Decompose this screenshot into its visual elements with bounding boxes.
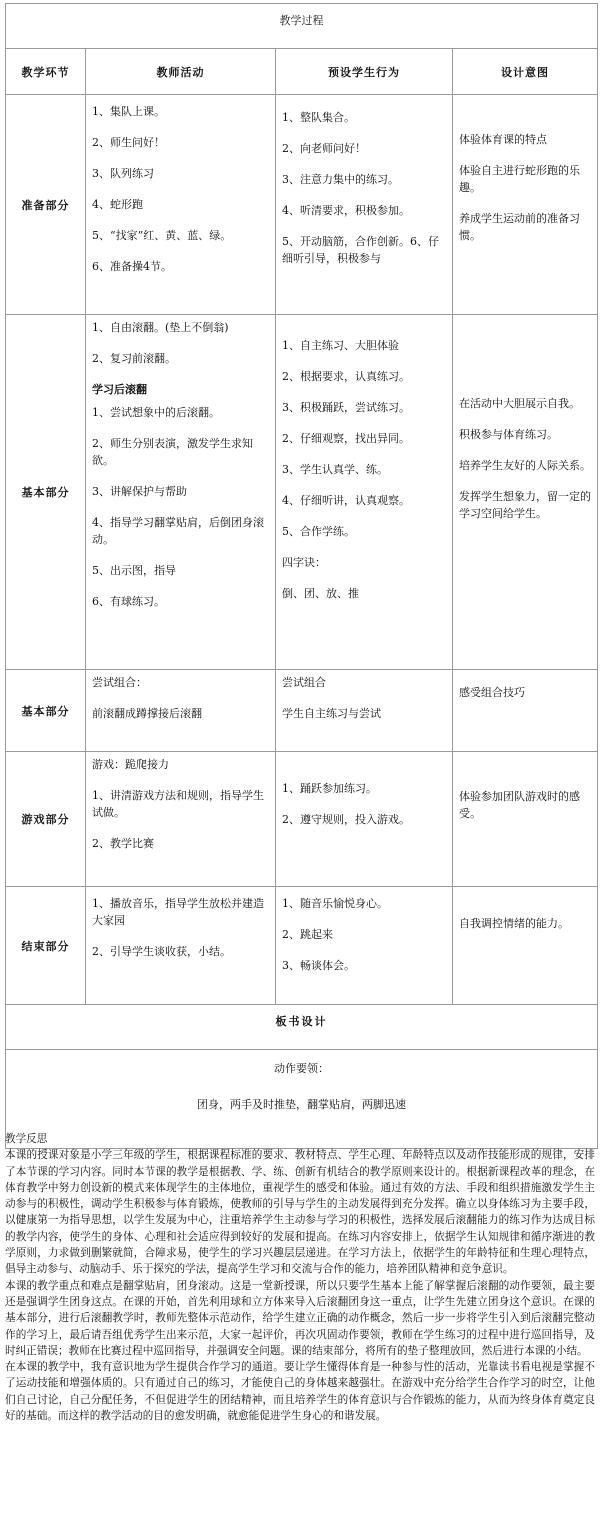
student-item: 2、根据要求，认真练习。	[282, 370, 410, 383]
header-row	[6, 49, 598, 95]
teacher-activity-cell	[86, 887, 276, 1005]
table-row	[6, 752, 598, 887]
stage-label: 结束部分	[6, 887, 86, 1005]
table-row	[6, 887, 598, 1005]
student-item: 1、踊跃参加练习。	[282, 782, 377, 795]
student-item: 尝试组合	[282, 676, 326, 689]
teacher-item: 4、指导学习翻掌贴肩，后倒团身滚动。	[92, 516, 264, 546]
design-intent-cell	[453, 670, 598, 752]
stage-label: 游戏部分	[6, 752, 86, 887]
stage-label: 基本部分	[6, 315, 86, 670]
teacher-item: 6、准备操4节。	[92, 260, 172, 273]
student-behavior-cell	[276, 887, 453, 1005]
teacher-item: 3、队列练习	[92, 167, 154, 180]
student-behavior-cell	[276, 95, 453, 315]
table-row	[6, 95, 598, 315]
header-teacher: 教师活动	[86, 49, 276, 95]
table-row	[6, 315, 598, 670]
student-item: 1、随音乐愉悦身心。	[282, 897, 388, 910]
reflection-paragraph: 本课的授课对象是小学三年级的学生，根据课程标准的要求、教材特点、学生心理、年龄特点以及动作技能形成的规律，安排了本节课的学习内容。同时本节课的教学是根据教、学、练、创新有机结合的教学原则来设计的。根据新课程改革的理念，在体育教学中努力创设新的模式来体现学生的主体地位，重视学生的感受和体验。通过有效的方法、手段和组织措施激发学生主动参与的积极性，调动学生积极参与体育锻炼，使教师的引导与学生的主动发展得到充分发挥。确立以身体练习为主要手段，以健康第一为指导思想，以学生发展为中心，注重培养学生主动参与学习的积极性，选择发展后滚翻能力的练习作为达成目标的教学内容，使学生的身体、心理和社会适应得到较好的发展和提高。在练习内容安排上，依据学生认知规律和循序渐进的教学原则，力求做到删繁就简，合障求易，使学生的学习兴趣层层递进。在学习方法上，依据学生的年龄特征和生理心理特点，倡导主动参与、动脑动手、乐于探究的学法，提高学生学习和交流与合作的能力，培养团队精神和竞争意识。	[5, 1149, 595, 1276]
intent-item: 养成学生运动前的准备习惯。	[459, 212, 580, 242]
lesson-plan-table	[5, 3, 598, 1149]
teacher-item: 1、播放音乐，指导学生放松并建造大家园	[92, 897, 264, 927]
teacher-item: 2、复习前滚翻。	[92, 352, 176, 365]
teacher-item: 4、蛇形跑	[92, 198, 143, 211]
student-item: 1、自主练习、大胆体验	[282, 339, 399, 352]
header-stage: 教学环节	[6, 49, 86, 95]
student-item: 3、学生认真学、练。	[282, 463, 388, 476]
student-item: 2、向老师问好！	[282, 142, 366, 155]
teacher-item: 2、师生分别表演，激发学生求知欲。	[92, 437, 253, 467]
teacher-item: 游戏：跪爬接力	[92, 758, 169, 771]
stage-label: 基本部分	[6, 670, 86, 752]
reflection-paragraph: 在本课的教学中，我有意识地为学生提供合作学习的通道。要让学生懂得体育是一种参与性的活动，光靠读书看电视是掌握不了运动技能和增强体质的。只有通过自己的练习，才能使自己的身体越来越强壮。在游戏中充分给学生合作学习的时空，让他们自己讨论，自己分配任务，不但促进学生的团结精神，而且培养学生的体育意识与合作锻炼的能力，从而为终身体育奠定良好的基础。而这样的教学活动的目的愈发明确，就愈能促进学生身心的和谐发展。	[5, 1361, 595, 1423]
header-student: 预设学生行为	[276, 49, 453, 95]
teacher-item: 2、引导学生谈收获，小结。	[92, 945, 231, 958]
intent-item: 积极参与体育练习。	[459, 428, 558, 441]
student-item: 倒、团、放、推	[282, 587, 359, 600]
student-item: 4、听清要求，积极参加。	[282, 204, 410, 217]
intent-item: 自我调控情绪的能力。	[459, 917, 569, 930]
student-item: 2、仔细观察，找出异同。	[282, 432, 410, 445]
reflection-heading: 教学反思	[5, 1133, 48, 1145]
teaching-reflection	[5, 1131, 595, 1424]
teacher-item: 5、出示图，指导	[92, 564, 176, 577]
teacher-item: 尝试组合：	[92, 676, 147, 689]
teacher-item: 前滚翻成蹲撑接后滚翻	[92, 707, 202, 720]
design-intent-cell	[453, 752, 598, 887]
student-item: 2、遵守规则，投入游戏。	[282, 813, 410, 826]
student-item: 学生自主练习与尝试	[282, 707, 381, 720]
student-behavior-cell	[276, 315, 453, 670]
teacher-item: 2、师生问好！	[92, 136, 165, 149]
intent-item: 体验体育课的特点	[459, 133, 547, 146]
teacher-item: 6、有球练习。	[92, 595, 165, 608]
board-line-key-points: 动作要领：	[274, 1062, 329, 1075]
reflection-paragraph: 本课的教学重点和难点是翻掌贴肩，团身滚动。这是一堂新授课，所以只要学生基本上能了解掌握后滚翻的动作要领，最主要还是强调学生团身这点。在课的开始，首先利用球和立方体来导入后滚翻团身这一重点，让学生先建立团身这个意识。在课的基本部分，进行后滚翻教学时，教师先整体示范动作，给学生建立正确的动作概念，然后一步一步将学生引入到后滚翻完整动作的学习上，最后请吾组优秀学生出来示范，大家一起评价，再次巩固动作要领，教师在学生练习的过程中进行巡回指导，及时纠正错误；教师在比赛过程中巡回指导，并强调安全问题。课的结束部分，将所有的垫子整理放回，然后进行本课的小结。	[5, 1279, 595, 1357]
board-design-title: 板书设计	[275, 1015, 328, 1028]
teacher-item: 1、自由滚翻。(垫上不倒翁)	[92, 321, 229, 334]
student-item: 3、注意力集中的练习。	[282, 173, 399, 186]
design-intent-cell	[453, 887, 598, 1005]
student-behavior-cell	[276, 752, 453, 887]
student-item: 5、开动脑筋，合作创新。6、仔细听引导，积极参与	[282, 235, 439, 265]
teacher-item: 1、集队上课。	[92, 105, 165, 118]
teacher-activity-cell	[86, 95, 276, 315]
header-intent: 设计意图	[453, 49, 598, 95]
board-design-title-cell	[6, 1005, 598, 1050]
intent-item: 感受组合技巧	[459, 686, 525, 699]
design-intent-cell	[453, 95, 598, 315]
student-behavior-cell	[276, 670, 453, 752]
student-item: 3、畅谈体会。	[282, 959, 355, 972]
board-line-actions: 团身，两手及时推垫，翻掌贴肩，两脚迅速	[197, 1098, 406, 1111]
teacher-item: 1、讲清游戏方法和规则，指导学生试做。	[92, 789, 264, 819]
student-item: 4、仔细听讲，认真观察。	[282, 494, 410, 507]
intent-item: 在活动中大胆展示自我。	[459, 397, 580, 410]
teacher-activity-cell	[86, 752, 276, 887]
intent-item: 发挥学生想象力，留一定的学习空间给学生。	[459, 490, 591, 520]
student-item: 1、整队集合。	[282, 111, 355, 124]
teacher-item: 3、讲解保护与帮助	[92, 485, 187, 498]
student-item: 2、跳起来	[282, 928, 333, 941]
student-item: 3、积极踊跃，尝试练习。	[282, 401, 410, 414]
table-row	[6, 670, 598, 752]
table-title-cell	[6, 4, 598, 49]
intent-item: 体验自主进行蛇形跑的乐趣。	[459, 164, 580, 194]
lesson-document	[5, 3, 597, 1149]
intent-item: 体验参加团队游戏时的感受。	[459, 790, 580, 820]
stage-label: 准备部分	[6, 95, 86, 315]
student-item: 四字诀：	[282, 556, 326, 569]
teacher-subheading: 学习后滚翻	[92, 383, 147, 396]
teacher-activity-cell	[86, 315, 276, 670]
teacher-activity-cell	[86, 670, 276, 752]
table-title: 教学过程	[279, 14, 324, 27]
teacher-item: 1、尝试想象中的后滚翻。	[92, 406, 220, 419]
student-item: 5、合作学练。	[282, 525, 355, 538]
intent-item: 培养学生友好的人际关系。	[459, 459, 591, 472]
design-intent-cell	[453, 315, 598, 670]
teacher-item: 2、教学比赛	[92, 837, 154, 850]
teacher-item: 5、“找家”红、黄、蓝、绿。	[92, 229, 232, 242]
